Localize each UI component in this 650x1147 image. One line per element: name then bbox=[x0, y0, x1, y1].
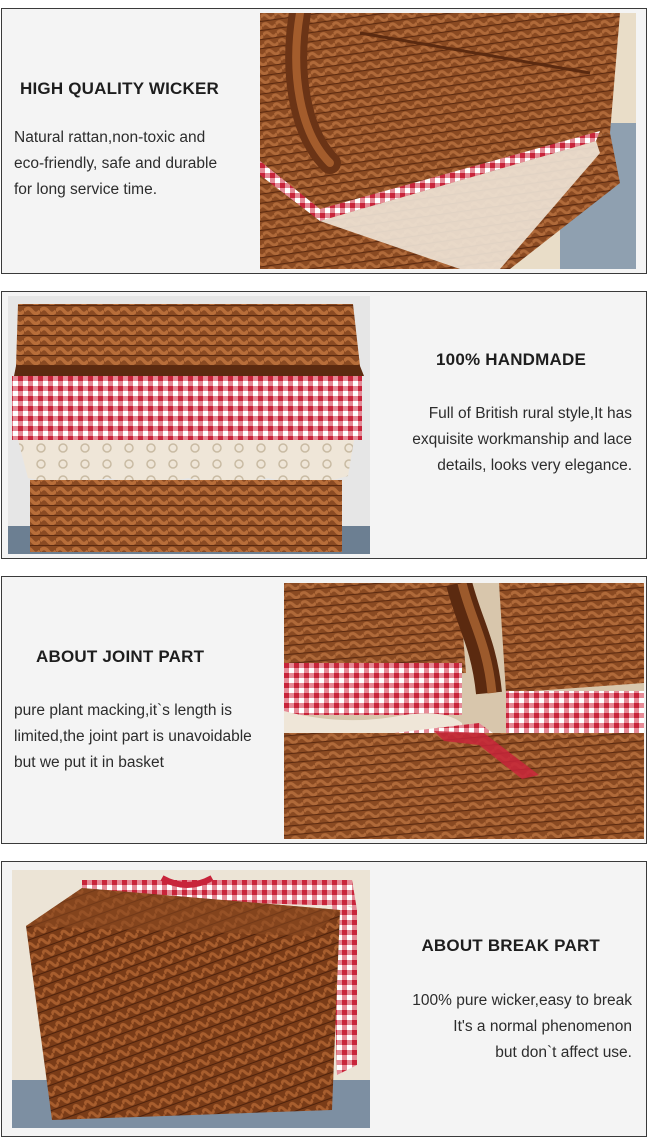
description-line: Natural rattan,non-toxic and bbox=[14, 129, 206, 146]
description-line: Full of British rural style,It has bbox=[428, 405, 632, 422]
wicker-basket-lid-handle-photo bbox=[260, 13, 636, 269]
description-line: eco-friendly, safe and durable bbox=[14, 155, 218, 172]
description-line: pure plant macking,it`s length is bbox=[14, 702, 232, 719]
feature-panel-joint-part bbox=[1, 576, 647, 844]
description-line: It's a normal phenomenon bbox=[453, 1018, 632, 1035]
section-description bbox=[14, 125, 217, 203]
section-description bbox=[412, 988, 632, 1066]
description-line: details, looks very elegance. bbox=[437, 457, 632, 474]
feature-panel-handmade bbox=[1, 291, 647, 559]
description-line: limited,the joint part is unavoidable bbox=[14, 728, 252, 745]
description-line: 100% pure wicker,easy to break bbox=[412, 992, 632, 1009]
description-line: but don`t affect use. bbox=[495, 1044, 632, 1061]
basket-bottom-photo bbox=[12, 870, 370, 1128]
gingham-lined-basket-photo bbox=[8, 296, 370, 554]
description-line: but we put it in basket bbox=[14, 754, 164, 771]
section-heading: 100% HANDMADE bbox=[436, 350, 586, 369]
feature-panel-wicker-quality bbox=[1, 8, 647, 274]
section-heading: ABOUT BREAK PART bbox=[421, 936, 600, 955]
description-line: exquisite workmanship and lace bbox=[412, 431, 632, 448]
section-heading: HIGH QUALITY WICKER bbox=[20, 79, 219, 98]
section-heading: ABOUT JOINT PART bbox=[36, 647, 205, 666]
feature-panel-break-part bbox=[1, 861, 647, 1137]
section-description bbox=[14, 698, 252, 776]
section-description bbox=[412, 401, 632, 479]
description-line: for long service time. bbox=[14, 181, 157, 198]
basket-joint-ribbon-photo bbox=[284, 583, 644, 839]
